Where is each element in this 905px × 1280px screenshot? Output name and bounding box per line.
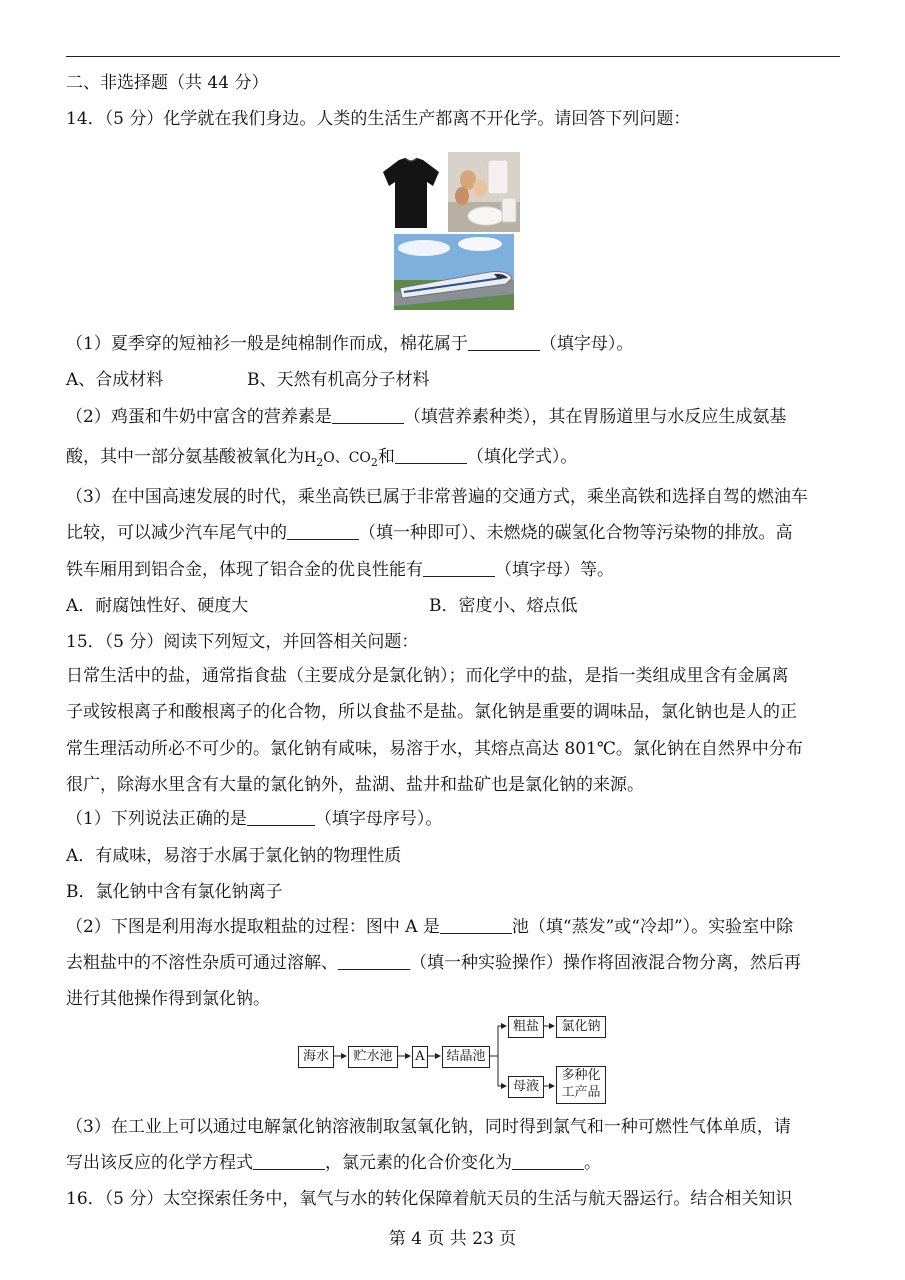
- answer-blank[interactable]: [332, 407, 404, 424]
- answer-blank[interactable]: [440, 917, 512, 934]
- header-rule: [66, 56, 840, 57]
- q14-part2-line2: 酸，其中一部分氨基酸被氧化为$H_2O$、$CO_2$和 （填化学式）。: [66, 447, 578, 469]
- q15-part1: （1）下列说法正确的是 （填字母序号）。: [66, 809, 443, 829]
- q15-part2-line1: （2）下图是利用海水提取粗盐的过程：图中 A 是 池（填“蒸发”或“冷却”）。实验室中除: [66, 917, 794, 937]
- flow-box-sodium-chloride: 氯化钠: [556, 1016, 606, 1038]
- q15-part3-line2: 写出该反应的化学方程式 ，氯元素的化合价变化为 。: [66, 1153, 601, 1173]
- q14-part2-line1: （2）鸡蛋和牛奶中富含的营养素是 （填营养素种类），其在胃肠道里与水反应生成氨基: [66, 407, 787, 427]
- q15-part3-line1: （3）在工业上可以通过电解氯化钠溶液制取氢氧化钠，同时得到氯气和一种可燃性气体单质，请: [66, 1117, 791, 1137]
- option-a: A、合成材料: [66, 370, 164, 390]
- answer-blank[interactable]: [512, 1153, 584, 1170]
- answer-blank[interactable]: [287, 523, 359, 540]
- t-shirt-photo: [379, 152, 443, 232]
- q14-part3-line2: 比较，可以减少汽车尾气中的 （填一种即可）、未燃烧的碳氢化合物等污染物的排放。高: [66, 523, 793, 543]
- q15-part2-line2: 去粗盐中的不溶性杂质可通过溶解、 （填一种实验操作）操作将固液混合物分离，然后再: [66, 953, 801, 973]
- answer-blank[interactable]: [253, 1153, 325, 1170]
- q15-passage-line: 很广，除海水里含有大量的氯化钠外，盐湖、盐井和盐矿也是氯化钠的来源。: [66, 775, 644, 795]
- flow-box-crystallization-pool: 结晶池: [442, 1046, 490, 1068]
- flow-box-a: A: [412, 1046, 428, 1068]
- answer-blank[interactable]: [468, 334, 540, 351]
- high-speed-train-photo: [394, 234, 514, 310]
- option-b: B．密度小、熔点低: [429, 596, 578, 616]
- answer-blank[interactable]: [247, 809, 315, 826]
- option-a: A．耐腐蚀性好、硬度大: [66, 596, 249, 616]
- page-footer: 第 4 页 共 23 页: [388, 1229, 517, 1249]
- q14-part1: （1）夏季穿的短袖衫一般是纯棉制作而成，棉花属于 （填字母）。: [66, 334, 634, 354]
- q15-intro: 15．（5 分）阅读下列短文，并回答相关问题：: [66, 632, 419, 652]
- flow-box-chemical-products: 多种化 工产品: [556, 1066, 606, 1104]
- q14-part3-line1: （3）在中国高速发展的时代，乘坐高铁已属于非常普遍的交通方式，乘坐高铁和选择自驾的燃油车: [66, 487, 808, 507]
- flow-box-crude-salt: 粗盐: [508, 1016, 544, 1038]
- answer-blank[interactable]: [338, 953, 410, 970]
- flow-box-mother-liquor: 母液: [508, 1076, 544, 1098]
- q15-option-b: B．氯化钠中含有氯化钠离子: [66, 882, 283, 902]
- q15-passage-line: 日常生活中的盐，通常指食盐（主要成分是氯化钠）；而化学中的盐，是指一类组成里含有金属离: [66, 666, 789, 686]
- q14-part3-line3: 铁车厢用到铝合金，体现了铝合金的优良性能有 （填字母）等。: [66, 560, 614, 580]
- eggs-milk-photo: [448, 152, 520, 232]
- section-heading: 二、非选择题（共 44 分）: [66, 73, 269, 93]
- q15-option-a: A．有咸味，易溶于水属于氯化钠的物理性质: [66, 846, 402, 866]
- q16-intro: 16．（5 分）太空探索任务中，氧气与水的转化保障着航天员的生活与航天器运行。结合相关知识: [66, 1189, 793, 1209]
- answer-blank[interactable]: [395, 447, 467, 464]
- flow-box-seawater: 海水: [298, 1046, 334, 1068]
- q15-passage-line: 子或铵根离子和酸根离子的化合物，所以食盐不是盐。氯化钠是重要的调味品，氯化钠也是人的正: [66, 702, 797, 722]
- answer-blank[interactable]: [423, 560, 495, 577]
- salt-extraction-flowchart: [298, 1012, 608, 1104]
- q15-part2-line3: 进行其他操作得到氯化钠。: [66, 989, 270, 1009]
- q14-part1-options: [66, 369, 430, 391]
- q15-passage-line: 常生理活动所必不可少的。氯化钠有咸味，易溶于水，其熔点高达 801℃。氯化钠在自然界中分布: [66, 739, 803, 759]
- q14-intro: 14．（5 分）化学就在我们身边。人类的生活生产都离不开化学。请回答下列问题：: [66, 109, 691, 129]
- option-b: B、天然有机高分子材料: [247, 370, 430, 390]
- flow-box-storage-pool: 贮水池: [348, 1046, 398, 1068]
- q14-part3-options: [66, 595, 578, 617]
